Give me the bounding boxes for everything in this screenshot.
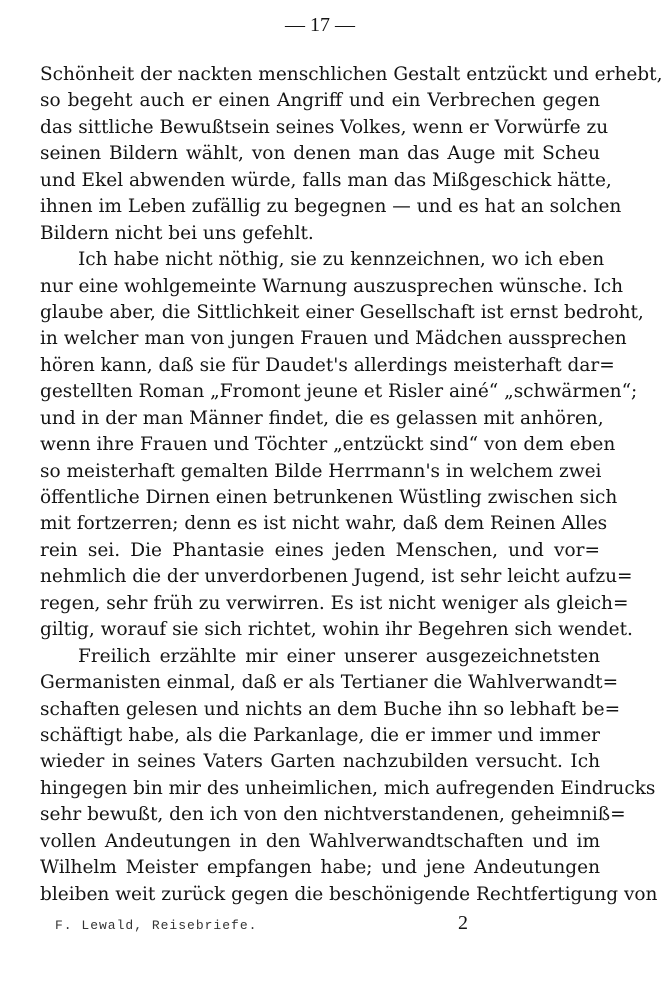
text-line: nur eine wohlgemeinte Warnung auszusprechen wünsche. Ich <box>40 275 624 297</box>
text-line: und in der man Männer findet, die es gelassen mit anhören, <box>40 407 604 429</box>
text-line: regen, sehr früh zu verwirren. Es ist nicht weniger als gleich= <box>40 592 629 614</box>
text-line: öffentliche Dirnen einen betrunkenen Wüstling zwischen sich <box>40 487 618 508</box>
text-line: in welcher man von jungen Frauen und Mädchen aussprechen <box>40 328 627 350</box>
text-line: hingegen bin mir des unheimlichen, mich aufregenden Eindrucks <box>40 777 656 799</box>
text-line: so begeht auch er einen Angriff und ein Verbrechen gegen <box>40 90 600 112</box>
text-line: vollen Andeutungen in den Wahlverwandtschaften und im <box>40 830 600 852</box>
text-line: Schönheit der nackten menschlichen Gestalt entzückt und erhebt, <box>40 64 662 85</box>
body-text <box>40 62 662 908</box>
text-line: Freilich erzählte mir einer unserer ausgezeichnetsten <box>78 645 600 667</box>
text-line: gestellten Roman „Fromont jeune et Risler ainé“ „schwärmen“; <box>40 381 638 403</box>
text-line: wenn ihre Frauen und Töchter „entzückt sind“ von dem eben <box>40 434 616 456</box>
text-line: mit fortzerren; denn es ist nicht wahr, daß dem Reinen Alles <box>40 513 608 535</box>
text-line: Germanisten einmal, daß er als Tertianer die Wahlverwandt= <box>40 672 619 694</box>
text-line: glaube aber, die Sittlichkeit einer Gesellschaft ist ernst bedroht, <box>40 301 644 323</box>
text-line: seinen Bildern wählt, von denen man das Auge mit Scheu <box>40 143 600 165</box>
text-line: sehr bewußt, den ich von den nichtverstandenen, geheimniß= <box>40 804 626 826</box>
text-line: bleiben weit zurück gegen die beschönigende Rechtfertigung von <box>40 883 658 905</box>
footer-signature-mark: 2 <box>458 912 468 934</box>
text-line: das sittliche Bewußtsein seines Volkes, wenn er Vorwürfe zu <box>40 116 609 138</box>
text-line: Ich habe nicht nöthig, sie zu kennzeichnen, wo ich eben <box>78 249 605 271</box>
text-line: und Ekel abwenden würde, falls man das Mißgeschick hätte, <box>40 169 612 191</box>
text-line: hören kann, daß sie für Daudet's allerdings meisterhaft dar= <box>40 354 615 376</box>
text-line: Bildern nicht bei uns gefehlt. <box>40 222 314 244</box>
text-line: Wilhelm Meister empfangen habe; und jene Andeutungen <box>40 857 600 879</box>
page-number: — 17 — <box>285 14 355 36</box>
text-line: so meisterhaft gemalten Bilde Herrmann's in welchem zwei <box>40 460 602 482</box>
paragraph <box>40 247 644 644</box>
text-line: giltig, worauf sie sich richtet, wohin ihr Begehren sich wendet. <box>40 619 633 641</box>
text-line: ihnen im Leben zufällig zu begegnen — und es hat an solchen <box>40 196 622 218</box>
text-line: schäftigt habe, als die Parkanlage, die er immer und immer <box>40 724 600 746</box>
text-line: nehmlich die der unverdorbenen Jugend, ist sehr leicht aufzu= <box>40 566 633 588</box>
text-line: wieder in seines Vaters Garten nachzubilden versucht. Ich <box>40 751 600 773</box>
footer-author-title: F. Lewald, Reisebriefe. <box>55 918 258 933</box>
paragraph <box>40 62 662 247</box>
text-line: schaften gelesen und nichts an dem Buche ihn so lebhaft be= <box>40 698 621 720</box>
text-line: rein sei. Die Phantasie eines jeden Menschen, und vor= <box>40 539 600 561</box>
paragraph <box>40 644 658 908</box>
